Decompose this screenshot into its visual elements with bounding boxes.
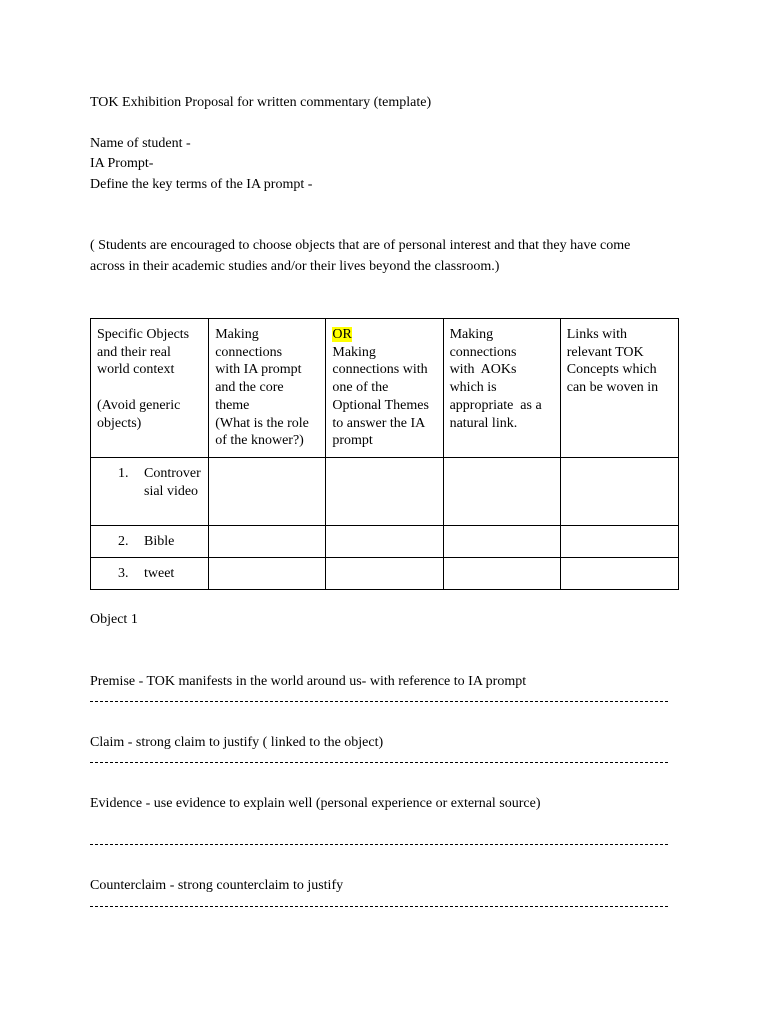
header-note: (Avoid generic (97, 397, 181, 413)
table-row (91, 526, 679, 558)
header-tok-concepts (560, 319, 678, 458)
header-text: relevant TOK (566, 344, 644, 360)
header-core-theme (209, 319, 326, 458)
header-text: connections (215, 344, 283, 360)
header-text: with AOKs (449, 362, 517, 378)
header-text: can be woven in (566, 380, 659, 396)
counterclaim-label: Counterclaim - strong counterclaim to justify (90, 878, 344, 893)
empty-cell[interactable] (209, 458, 326, 526)
object-label: Controversial video (144, 466, 201, 499)
header-text: Making (332, 344, 376, 360)
or-highlight: OR (332, 327, 352, 342)
header-text: and the core (215, 380, 284, 396)
empty-cell[interactable] (560, 458, 678, 526)
header-text: Concepts which (566, 362, 657, 378)
header-note: objects) (97, 415, 142, 431)
empty-cell[interactable] (443, 558, 560, 590)
object-label: Bible (144, 534, 175, 549)
header-text: theme (215, 397, 250, 413)
key-terms-field: Define the key terms of the IA prompt - (90, 177, 313, 192)
claim-label: Claim - strong claim to justify ( linked to the object) (90, 735, 384, 750)
header-text: connections (449, 344, 517, 360)
header-text: with IA prompt (215, 362, 302, 378)
header-text: of the knower?) (215, 433, 304, 449)
header-optional-themes (326, 319, 443, 458)
header-text: one of the (332, 380, 389, 396)
intro-note (90, 235, 690, 277)
header-text: which is (449, 380, 497, 396)
empty-cell[interactable] (560, 526, 678, 558)
object-number: 3. (118, 566, 129, 581)
header-text: Making (215, 327, 259, 342)
header-text: Making (449, 327, 494, 342)
header-text: Optional Themes (332, 397, 429, 413)
empty-cell[interactable] (326, 526, 443, 558)
proposal-table (90, 318, 679, 590)
table-header-row (91, 319, 679, 458)
header-text: and their real (97, 344, 171, 360)
ia-prompt-field: IA Prompt- (90, 156, 154, 171)
header-text: prompt (332, 433, 373, 449)
evidence-label: Evidence - use evidence to explain well (personal experience or external source) (90, 796, 541, 811)
header-text: Specific Objects (97, 327, 190, 342)
table-row (91, 458, 679, 526)
header-specific-objects (91, 319, 209, 458)
header-text: natural link. (449, 415, 518, 431)
empty-cell[interactable] (560, 558, 678, 590)
counterclaim-answer-line[interactable] (90, 906, 668, 907)
empty-cell[interactable] (326, 558, 443, 590)
object-number: 2. (118, 534, 129, 549)
intro-line-1: ( Students are encouraged to choose objects that are of personal interest and that they have come (90, 238, 631, 253)
header-text: connections with (332, 362, 428, 378)
header-text: Links with (566, 327, 628, 342)
student-name-field: Name of student - (90, 136, 191, 151)
empty-cell[interactable] (209, 558, 326, 590)
document-title: TOK Exhibition Proposal for written commentary (template) (90, 95, 432, 110)
claim-answer-line[interactable] (90, 762, 668, 763)
object-label: tweet (144, 566, 175, 581)
header-aoks (443, 319, 560, 458)
object-cell (91, 458, 209, 526)
evidence-answer-line[interactable] (90, 844, 668, 845)
header-text: to answer the IA (332, 415, 426, 431)
header-text: (What is the role (215, 415, 309, 431)
object-cell (91, 558, 209, 590)
empty-cell[interactable] (326, 458, 443, 526)
table-row (91, 558, 679, 590)
header-text: world context (97, 362, 175, 378)
object-heading: Object 1 (90, 612, 138, 627)
empty-cell[interactable] (209, 526, 326, 558)
object-number: 1. (118, 466, 129, 481)
premise-label: Premise - TOK manifests in the world around us- with reference to IA prompt (90, 674, 527, 689)
premise-answer-line[interactable] (90, 701, 668, 702)
object-cell (91, 526, 209, 558)
header-text: appropriate as a (449, 397, 542, 413)
intro-line-2: across in their academic studies and/or their lives beyond the classroom.) (90, 259, 500, 274)
empty-cell[interactable] (443, 458, 560, 526)
empty-cell[interactable] (443, 526, 560, 558)
